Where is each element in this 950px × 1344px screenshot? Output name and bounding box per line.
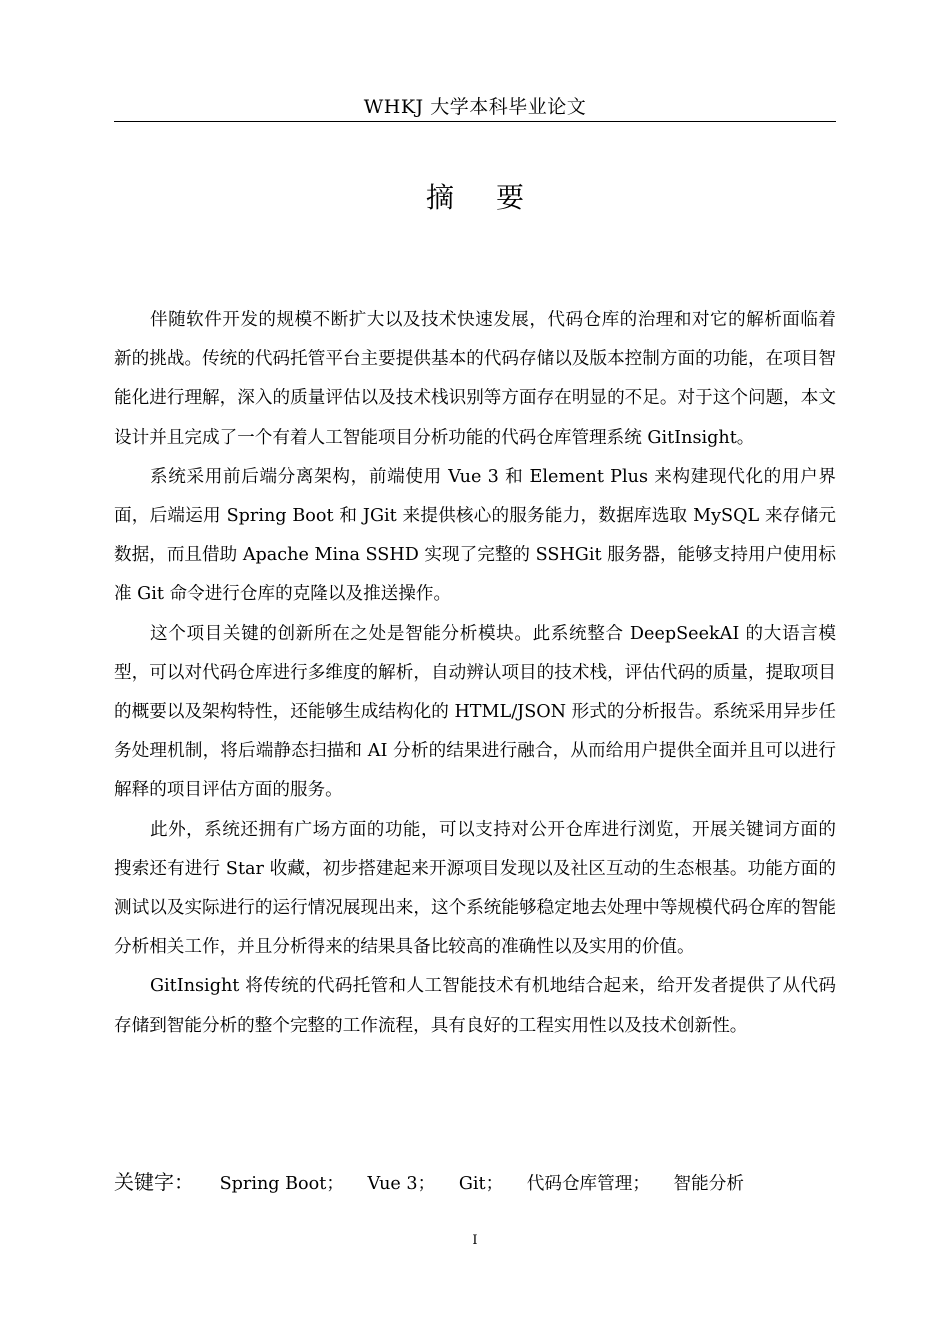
abstract-paragraph: GitInsight 将传统的代码托管和人工智能技术有机地结合起来，给开发者提供了从代码存储到智能分析的整个完整的工作流程，具有良好的工程实用性以及技术创新性。 xyxy=(114,976,836,1036)
keywords-label: 关键字： xyxy=(114,1170,194,1194)
keyword-item: 代码仓库管理； xyxy=(526,1174,650,1194)
keyword-item: Git； xyxy=(458,1174,504,1194)
keyword-item: 智能分析 xyxy=(673,1174,744,1194)
keyword-item: Vue 3； xyxy=(367,1174,436,1194)
keywords-line xyxy=(114,1164,836,1202)
abstract-paragraph: 此外，系统还拥有广场方面的功能，可以支持对公开仓库进行浏览，开展关键词方面的搜索还有进行 Star 收藏，初步搭建起来开源项目发现以及社区互动的生态根基。功能方面的测试以及实际进行的运行情况展现出来，这个系统能够稳定地去处理中等规模代码仓库的智能分析相关工作，并且分析得来的结果具备比较高的准确性以及实用的价值。 xyxy=(114,819,836,958)
abstract-heading: 摘要 xyxy=(425,181,566,214)
running-header: WHKJ 大学本科毕业论文 xyxy=(363,96,587,118)
abstract-paragraph: 伴随软件开发的规模不断扩大以及技术快速发展，代码仓库的治理和对它的解析面临着新的挑战。传统的代码托管平台主要提供基本的代码存储以及版本控制方面的功能，在项目智能化进行理解，深入的质量评估以及技术栈识别等方面存在明显的不足。对于这个问题，本文设计并且完成了一个有着人工智能项目分析功能的代码仓库管理系统 GitInsight。 xyxy=(114,310,836,448)
abstract-body xyxy=(114,301,836,1046)
header-rule xyxy=(114,121,836,122)
page-number: I xyxy=(472,1233,478,1248)
keyword-item: Spring Boot； xyxy=(219,1174,344,1194)
abstract-paragraph: 系统采用前后端分离架构，前端使用 Vue 3 和 Element Plus 来构建现代化的用户界面，后端运用 Spring Boot 和 JGit 来提供核心的服务能力，数据库选取 MySQL 来存储元数据，而且借助 Apache Mina SSHD 实现了完整的 SSHGit 服务器，能够支持用户使用标准 Git 命令进行仓库的克隆以及推送操作。 xyxy=(114,466,836,605)
abstract-paragraph: 这个项目关键的创新所在之处是智能分析模块。此系统整合 DeepSeekAI 的大语言模型，可以对代码仓库进行多维度的解析，自动辨认项目的技术栈，评估代码的质量，提取项目的概要以及架构特性，还能够生成结构化的 HTML/JSON 形式的分析报告。系统采用异步任务处理机制，将后端静态扫描和 AI 分析的结果进行融合，从而给用户提供全面并且可以进行解释的项目评估方面的服务。 xyxy=(114,623,836,801)
